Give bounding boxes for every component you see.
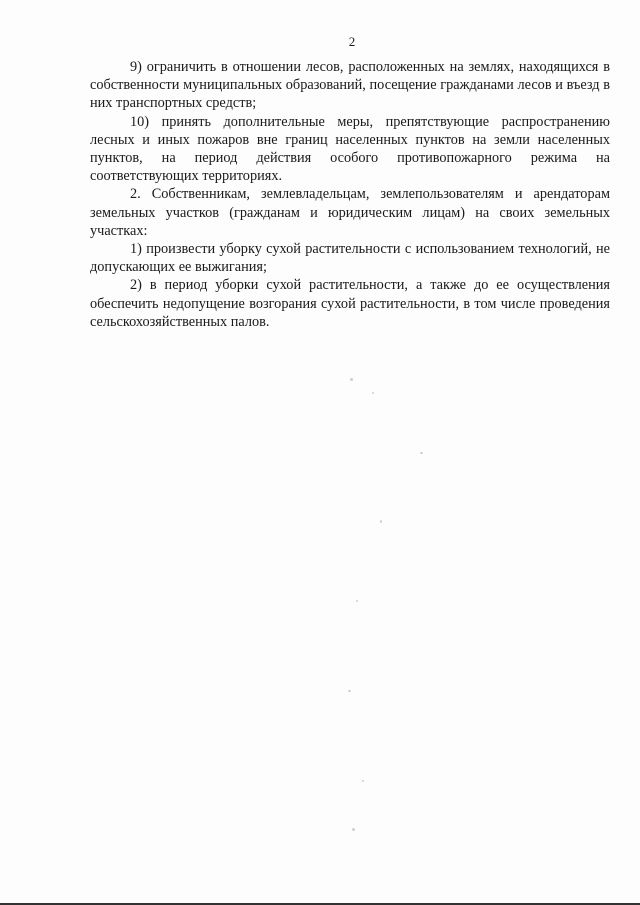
- scan-speck: [372, 392, 374, 394]
- scan-speck: [380, 520, 382, 523]
- scan-speck: [362, 780, 364, 782]
- paragraph-subitem-2: 2) в период уборки сухой растительности, а также до ее осуществления обеспечить недопущение возгорания сухой растительности, в том числе проведения сельскохозяйственных палов.: [90, 277, 610, 330]
- scan-speck: [356, 600, 358, 602]
- paragraph-subitem-1: 1) произвести уборку сухой растительности с использованием технологий, не допускающих ее выжигания;: [90, 241, 610, 276]
- paragraph-item-10: 10) принять дополнительные меры, препятствующие распространению лесных и иных пожаров вне границ населенных пунктов на земли населенных пунктов, на период действия особого противопожарного режима на соответствующих территориях.: [90, 113, 610, 185]
- document-body: [90, 58, 610, 331]
- scan-speck: [352, 828, 355, 831]
- page-number: 2: [348, 34, 356, 49]
- paragraph-section-2: 2. Собственникам, землевладельцам, землепользователям и арендаторам земельных участков (гражданам и юридическим лицам) на своих земельных участках:: [90, 186, 610, 239]
- scan-speck: [348, 690, 351, 692]
- scan-speck: [420, 452, 423, 454]
- scan-speck: [350, 378, 353, 381]
- paragraph-item-9: 9) ограничить в отношении лесов, расположенных на землях, находящихся в собственности муниципальных образований, посещение гражданами лесов и въезд в них транспортных средств;: [90, 59, 610, 112]
